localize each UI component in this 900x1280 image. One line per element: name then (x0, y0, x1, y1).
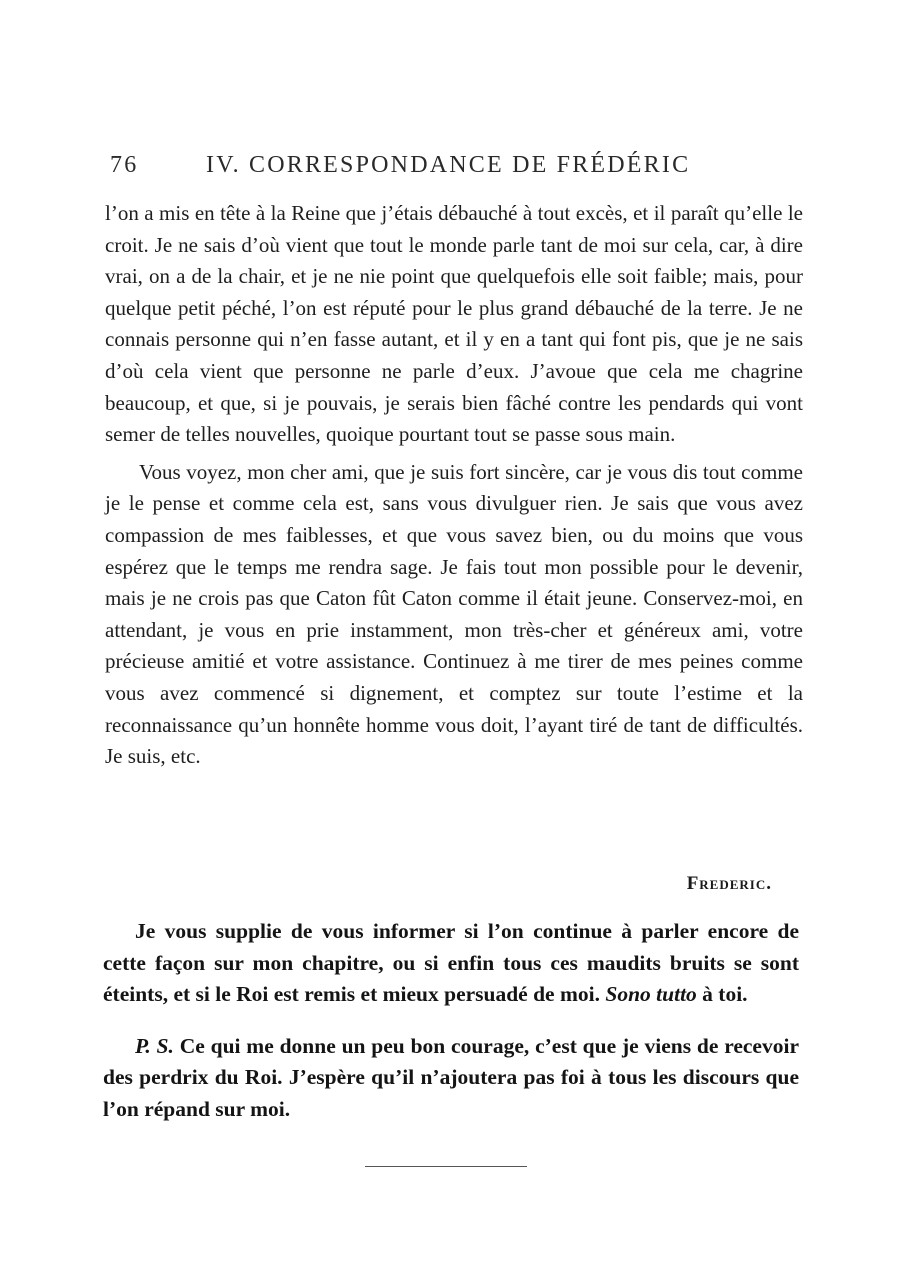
postscript-paragraph-1-end: à toi. (702, 982, 748, 1007)
running-title: IV. CORRESPONDANCE DE FRÉDÉRIC (206, 152, 691, 178)
postscript-paragraph-1-text: Je vous supplie de vous informer si l’on continue à parler encore de cette façon sur mon chapitre, ou si enfin tous ces maudits bruits se sont éteints, et si le Roi est remis et mieux persuadé de moi. (103, 919, 799, 1007)
postscript-ps-paragraph (103, 1031, 799, 1126)
page-header (110, 152, 710, 192)
signature: Frederic. (686, 873, 772, 894)
ps-text: Ce qui me donne un peu bon courage, c’est que je viens de recevoir des perdrix du Roi. J’espère qu’il n’ajoutera pas foi à tous les discours que l’on répand sur moi. (103, 1033, 799, 1121)
postscript-paragraph-1 (103, 916, 799, 1011)
page-number: 76 (110, 152, 139, 178)
letter-body (105, 198, 803, 773)
closing-rule (365, 1166, 527, 1167)
ps-label: P. S. (135, 1033, 174, 1058)
postscript-section (103, 916, 799, 1126)
body-paragraph-2: Vous voyez, mon cher ami, que je suis fort sincère, car je vous dis tout comme je le pense et comme cela est, sans vous divulguer rien. Je sais que vous avez compassion de mes faiblesses, et que vous savez bien, ou du moins que vous espérez que le temps me rendra sage. Je fais tout mon possible pour le devenir, mais je ne crois pas que Caton fût Caton comme il était jeune. Conservez-moi, en attendant, je vous en prie instamment, mon très-cher et généreux ami, votre précieuse amitié et votre assistance. Continuez à me tirer de mes peines comme vous avez commencé si dignement, et comptez sur toute l’estime et la reconnaissance qu’un honnête homme vous doit, l’ayant tiré de tant de difficultés. Je suis, etc. (105, 459, 803, 769)
postscript-italic-phrase: Sono tutto (605, 982, 697, 1007)
body-paragraph-1: l’on a mis en tête à la Reine que j’étais débauché à tout excès, et il paraît qu’elle le croit. Je ne sais d’où vient que tout le monde parle tant de moi sur cela, car, à dire vrai, on a de la chair, et je ne nie point que quelquefois elle soit faible; mais, pour quelque petit péché, l’on est réputé pour le plus grand débauché de la terre. Je ne connais personne qui n’en fasse autant, et il y en a tant qui font pis, que je ne sais d’où cela vient que personne ne parle d’eux. J’avoue que cela me chagrine beaucoup, et que, si je pouvais, je serais bien fâché contre les pendards qui vont semer de telles nouvelles, quoique pourtant tout se passe sous main. (105, 201, 803, 447)
